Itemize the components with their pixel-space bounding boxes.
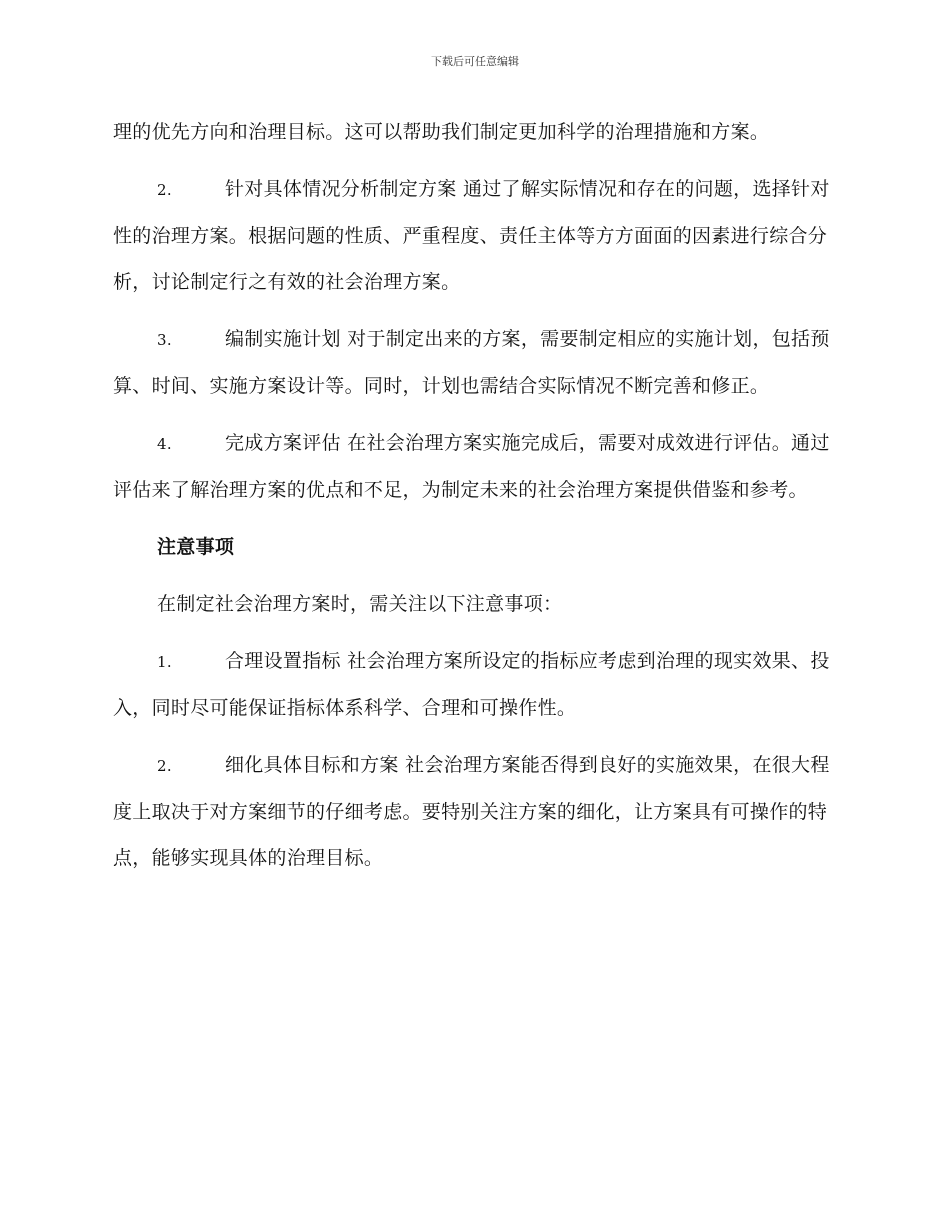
- list-item-step-3: [113, 316, 843, 409]
- list-number: 4.: [157, 435, 172, 453]
- list-number: 3.: [157, 331, 172, 349]
- list-item-step-4: [113, 420, 843, 513]
- list-item-text: 针对具体情况分析制定方案 通过了解实际情况和存在的问题，选择针对性的治理方案。根据问题的性质、严重程度、责任主体等方方面面的因素进行综合分析，讨论制定行之有效的社会治理方案。: [113, 178, 830, 293]
- list-item-text: 完成方案评估 在社会治理方案实施完成后，需要对成效进行评估。通过评估来了解治理方案的优点和不足，为制定未来的社会治理方案提供借鉴和参考。: [113, 432, 830, 501]
- list-item-text: 编制实施计划 对于制定出来的方案，需要制定相应的实施计划，包括预算、时间、实施方案设计等。同时，计划也需结合实际情况不断完善和修正。: [113, 328, 830, 397]
- list-item-text: 细化具体目标和方案 社会治理方案能否得到良好的实施效果，在很大程度上取决于对方案细节的仔细考虑。要特别关注方案的细化，让方案具有可操作的特点，能够实现具体的治理目标。: [113, 754, 830, 869]
- page-header: 下载后可任意编辑: [431, 55, 519, 68]
- list-number: 1.: [157, 653, 172, 671]
- list-item-note-1: [113, 638, 843, 731]
- list-item-text: 合理设置指标 社会治理方案所设定的指标应考虑到治理的现实效果、投入，同时尽可能保证指标体系科学、合理和可操作性。: [113, 650, 830, 719]
- document-body: [113, 109, 843, 892]
- intro-paragraph: 理的优先方向和治理目标。这可以帮助我们制定更加科学的治理措施和方案。: [113, 121, 770, 143]
- section-heading: 注意事项: [157, 536, 235, 558]
- list-item-note-2: [113, 742, 843, 881]
- list-number: 2.: [157, 757, 172, 775]
- list-item-step-2: [113, 166, 843, 305]
- notes-intro-paragraph: 在制定社会治理方案时，需关注以下注意事项：: [157, 593, 563, 615]
- list-number: 2.: [157, 181, 172, 199]
